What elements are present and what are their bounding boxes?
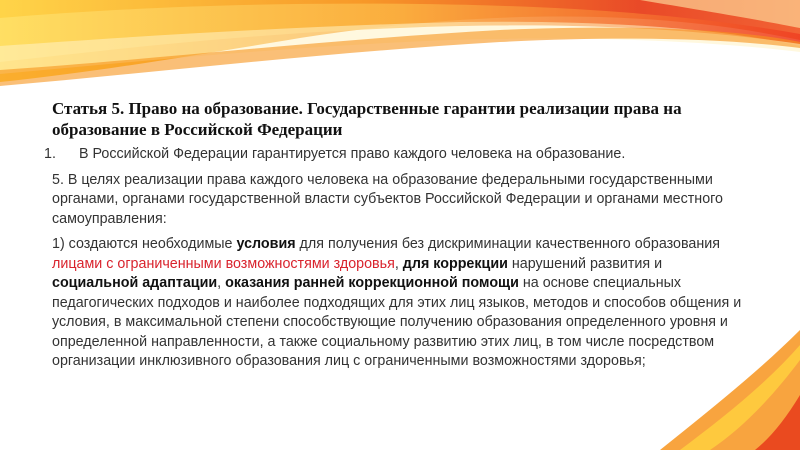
paragraph-5: 5. В целях реализации права каждого человека на образование федеральными государственными органами, органами государственной власти субъектов Российской Федерации и органами местного самоуправления: xyxy=(52,171,724,227)
text-segment: , xyxy=(394,255,403,272)
red-segment-disabled-persons: лицами с ограниченными возможностями здоровья xyxy=(52,255,395,272)
bold-segment-early-help: оказания ранней коррекционной помощи xyxy=(225,275,519,291)
item-number: 1. xyxy=(44,146,56,162)
bold-segment-correction: для коррекции xyxy=(402,255,508,272)
text-segment: на основе специальных педагогических подходов и наиболее подходящих для этих лиц языков, методов и способов общения и условия, в максимальной степени способствующие получению образования определенного уровня и определенной направленности, а также социальному развитию этих лиц, в том числе посредством организации инклюзивного образования лиц с ограниченными возможностями здоровья; xyxy=(52,275,742,369)
numbered-item-1 xyxy=(44,145,752,165)
slide-title: Статья 5. Право на образование. Государственные гарантии реализации права на образование в Российской Федерации xyxy=(52,99,682,139)
bold-segment-social-adaptation: социальной адаптации xyxy=(52,275,218,291)
item-text: В Российской Федерации гарантируется право каждого человека на образование. xyxy=(79,146,626,162)
paragraph-list-1 xyxy=(52,235,752,372)
bold-segment-conditions: условия xyxy=(236,236,296,252)
text-segment: для получения без дискриминации качественного образования xyxy=(295,236,720,252)
text-segment: , xyxy=(217,275,226,291)
slide-content xyxy=(44,98,752,378)
text-segment: 1) создаются необходимые xyxy=(52,236,237,252)
text-segment: нарушений развития и xyxy=(507,255,663,272)
